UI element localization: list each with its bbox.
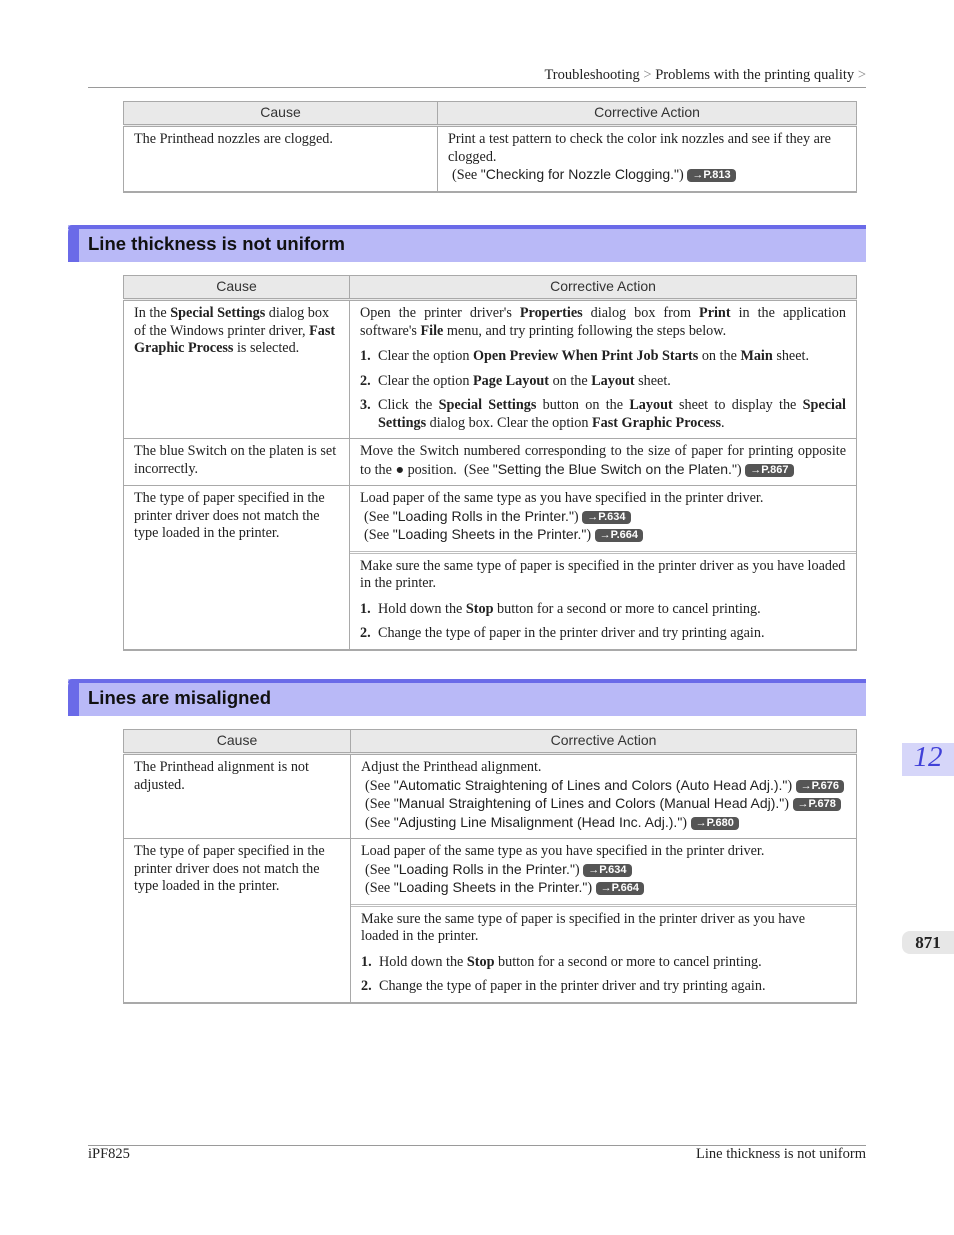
reference-link[interactable]: "Loading Sheets in the Printer." <box>393 879 588 895</box>
header-cause: Cause <box>124 730 351 754</box>
table-row <box>124 754 857 839</box>
see-reference: (See "Loading Rolls in the Printer.") →P.634 <box>360 508 846 527</box>
list-item: 1. Hold down the Stop button for a second or more to cancel printing. <box>360 600 761 617</box>
chapter-number: 12 <box>913 741 943 773</box>
list-item: 2. Clear the option Page Layout on the Layout sheet. <box>360 372 671 389</box>
table-row <box>124 126 857 192</box>
header-cause: Cause <box>124 102 438 126</box>
action-cell <box>351 839 857 1003</box>
table-row <box>124 839 857 1003</box>
page-link-badge[interactable]: →P.664 <box>595 529 643 542</box>
header-corrective-action: Corrective Action <box>351 730 857 754</box>
action-block: Load paper of the same type as you have specified in the printer driver. (See "Loading Rolls in the Printer.") →P.634 (See "Loading Sheets in the Printer.") →P.664 <box>350 486 856 551</box>
cause-cell: The Printhead nozzles are clogged. <box>124 126 438 192</box>
breadcrumb <box>544 67 866 84</box>
section-title: Lines are misaligned <box>88 687 272 708</box>
breadcrumb-item-troubleshooting[interactable]: Troubleshooting <box>544 67 640 83</box>
header-corrective-action: Corrective Action <box>350 276 857 300</box>
chapter-tab[interactable] <box>902 743 954 776</box>
page-link-badge[interactable]: →P.678 <box>793 798 841 811</box>
action-text: Print a test pattern to check the color ink nozzles and see if they are clogged. <box>448 131 831 165</box>
cause-cell: The type of paper specified in the printer driver does not match the type loaded in the printer. <box>124 486 350 650</box>
reference-link[interactable]: "Checking for Nozzle Clogging." <box>480 166 680 182</box>
page-link-badge[interactable]: →P.813 <box>687 169 735 182</box>
cause-cell: The blue Switch on the platen is set incorrectly. <box>124 439 350 486</box>
page-link-badge[interactable]: →P.664 <box>596 882 644 895</box>
misaligned-table <box>123 729 857 1004</box>
list-item: 1. Clear the option Open Preview When Print Job Starts on the Main sheet. <box>360 348 810 364</box>
table-row <box>124 439 857 486</box>
page-link-badge[interactable]: →P.676 <box>796 780 844 793</box>
section-header <box>68 225 866 262</box>
action-cell <box>438 126 857 192</box>
see-reference: (See "Loading Rolls in the Printer.") →P.634 <box>361 861 846 880</box>
section-title: Line thickness is not uniform <box>88 233 345 254</box>
see-reference: (See "Manual Straightening of Lines and Colors (Manual Head Adj).") →P.678 <box>361 795 846 814</box>
page-link-badge[interactable]: →P.634 <box>582 511 630 524</box>
reference-link[interactable]: "Automatic Straightening of Lines and Colors (Auto Head Adj.)." <box>393 776 788 793</box>
action-block: Load paper of the same type as you have specified in the printer driver. (See "Loading Rolls in the Printer.") →P.634 (See "Loading Sheets in the Printer.") →P.664 <box>351 839 856 904</box>
action-cell: Move the Switch numbered corresponding to the size of paper for printing opposite to the ● position. (See "Setting the Blue Switch on the Platen.") →P.867 <box>350 439 857 486</box>
breadcrumb-separator: > <box>643 67 652 83</box>
see-reference: (See "Adjusting Line Misalignment (Head Inc. Adj.).") →P.680 <box>361 814 846 833</box>
page-number: 871 <box>915 933 941 952</box>
reference-link[interactable]: "Adjusting Line Misalignment (Head Inc. Adj.)." <box>393 813 683 830</box>
action-cell: Adjust the Printhead alignment. (See "Automatic Straightening of Lines and Colors (Auto Head Adj.).") →P.676 (See "Manual Straightening of Lines and Colors (Manual Head Adj).") →P.678 (See "Adjusting Line Misalignment (Head Inc. Adj.).") →P.680 <box>351 754 857 839</box>
line-thickness-table <box>123 275 857 651</box>
see-reference: (See "Loading Sheets in the Printer.") →P.664 <box>361 879 846 898</box>
header-rule <box>88 87 866 88</box>
cause-cell: The Printhead alignment is not adjusted. <box>124 754 351 839</box>
list-item: 1. Hold down the Stop button for a second or more to cancel printing. <box>361 953 762 970</box>
action-cell <box>350 486 857 650</box>
list-item: 2. Change the type of paper in the printer driver and try printing again. <box>360 625 765 641</box>
see-reference: (See "Checking for Nozzle Clogging.") →P.813 <box>448 166 846 185</box>
breadcrumb-item-printing-quality[interactable]: Problems with the printing quality <box>655 67 855 83</box>
nozzle-table <box>123 101 857 193</box>
footer-section: Line thickness is not uniform <box>696 1146 866 1162</box>
action-text: Open the printer driver's Properties dialog box from Print in the application software's File menu, and try printing following the steps below. <box>360 305 846 339</box>
reference-link[interactable]: "Loading Rolls in the Printer." <box>392 507 574 524</box>
step-list <box>361 954 846 996</box>
section-header <box>68 679 866 716</box>
page-link-badge[interactable]: →P.680 <box>691 817 739 830</box>
page-number-tab <box>902 931 954 954</box>
page-link-badge[interactable]: →P.867 <box>745 464 793 477</box>
step-list <box>360 348 846 432</box>
see-reference: (See "Automatic Straightening of Lines and Colors (Auto Head Adj.).") →P.676 <box>361 777 846 796</box>
reference-link[interactable]: "Setting the Blue Switch on the Platen." <box>492 460 737 477</box>
list-item: 2. Change the type of paper in the printer driver and try printing again. <box>361 978 766 994</box>
see-reference: (See "Loading Sheets in the Printer.") →P.664 <box>360 526 846 545</box>
action-block: Make sure the same type of paper is specified in the printer driver as you have loaded in the printer. 1. Hold down the Stop button for a second or more to cancel printing. 2. Change the type of paper in the printer driver and try printing again. <box>351 904 856 1002</box>
header-corrective-action: Corrective Action <box>438 102 857 126</box>
footer-model: iPF825 <box>88 1146 130 1162</box>
reference-link[interactable]: "Loading Rolls in the Printer." <box>393 860 575 877</box>
table-row <box>124 486 857 650</box>
page-link-badge[interactable]: →P.634 <box>583 864 631 877</box>
cause-cell: The type of paper specified in the printer driver does not match the type loaded in the printer. <box>124 839 351 1003</box>
header-cause: Cause <box>124 276 350 300</box>
reference-link[interactable]: "Loading Sheets in the Printer." <box>392 526 587 542</box>
breadcrumb-separator: > <box>857 67 866 83</box>
step-list <box>360 601 846 643</box>
list-item: 3. Click the Special Settings button on the Layout sheet to display the Special Settings dialog box. Clear the option Fast Graphic Process. <box>360 397 846 431</box>
action-cell <box>350 300 857 439</box>
cause-cell: In the Special Settings dialog box of the Windows printer driver, Fast Graphic Process is selected. <box>124 300 350 439</box>
table-row <box>124 300 857 439</box>
reference-link[interactable]: "Manual Straightening of Lines and Colors (Manual Head Adj)." <box>393 795 785 811</box>
action-block: Make sure the same type of paper is specified in the printer driver as you have loaded in the printer. 1. Hold down the Stop button for a second or more to cancel printing. 2. Change the type of paper in the printer driver and try printing again. <box>350 551 856 649</box>
